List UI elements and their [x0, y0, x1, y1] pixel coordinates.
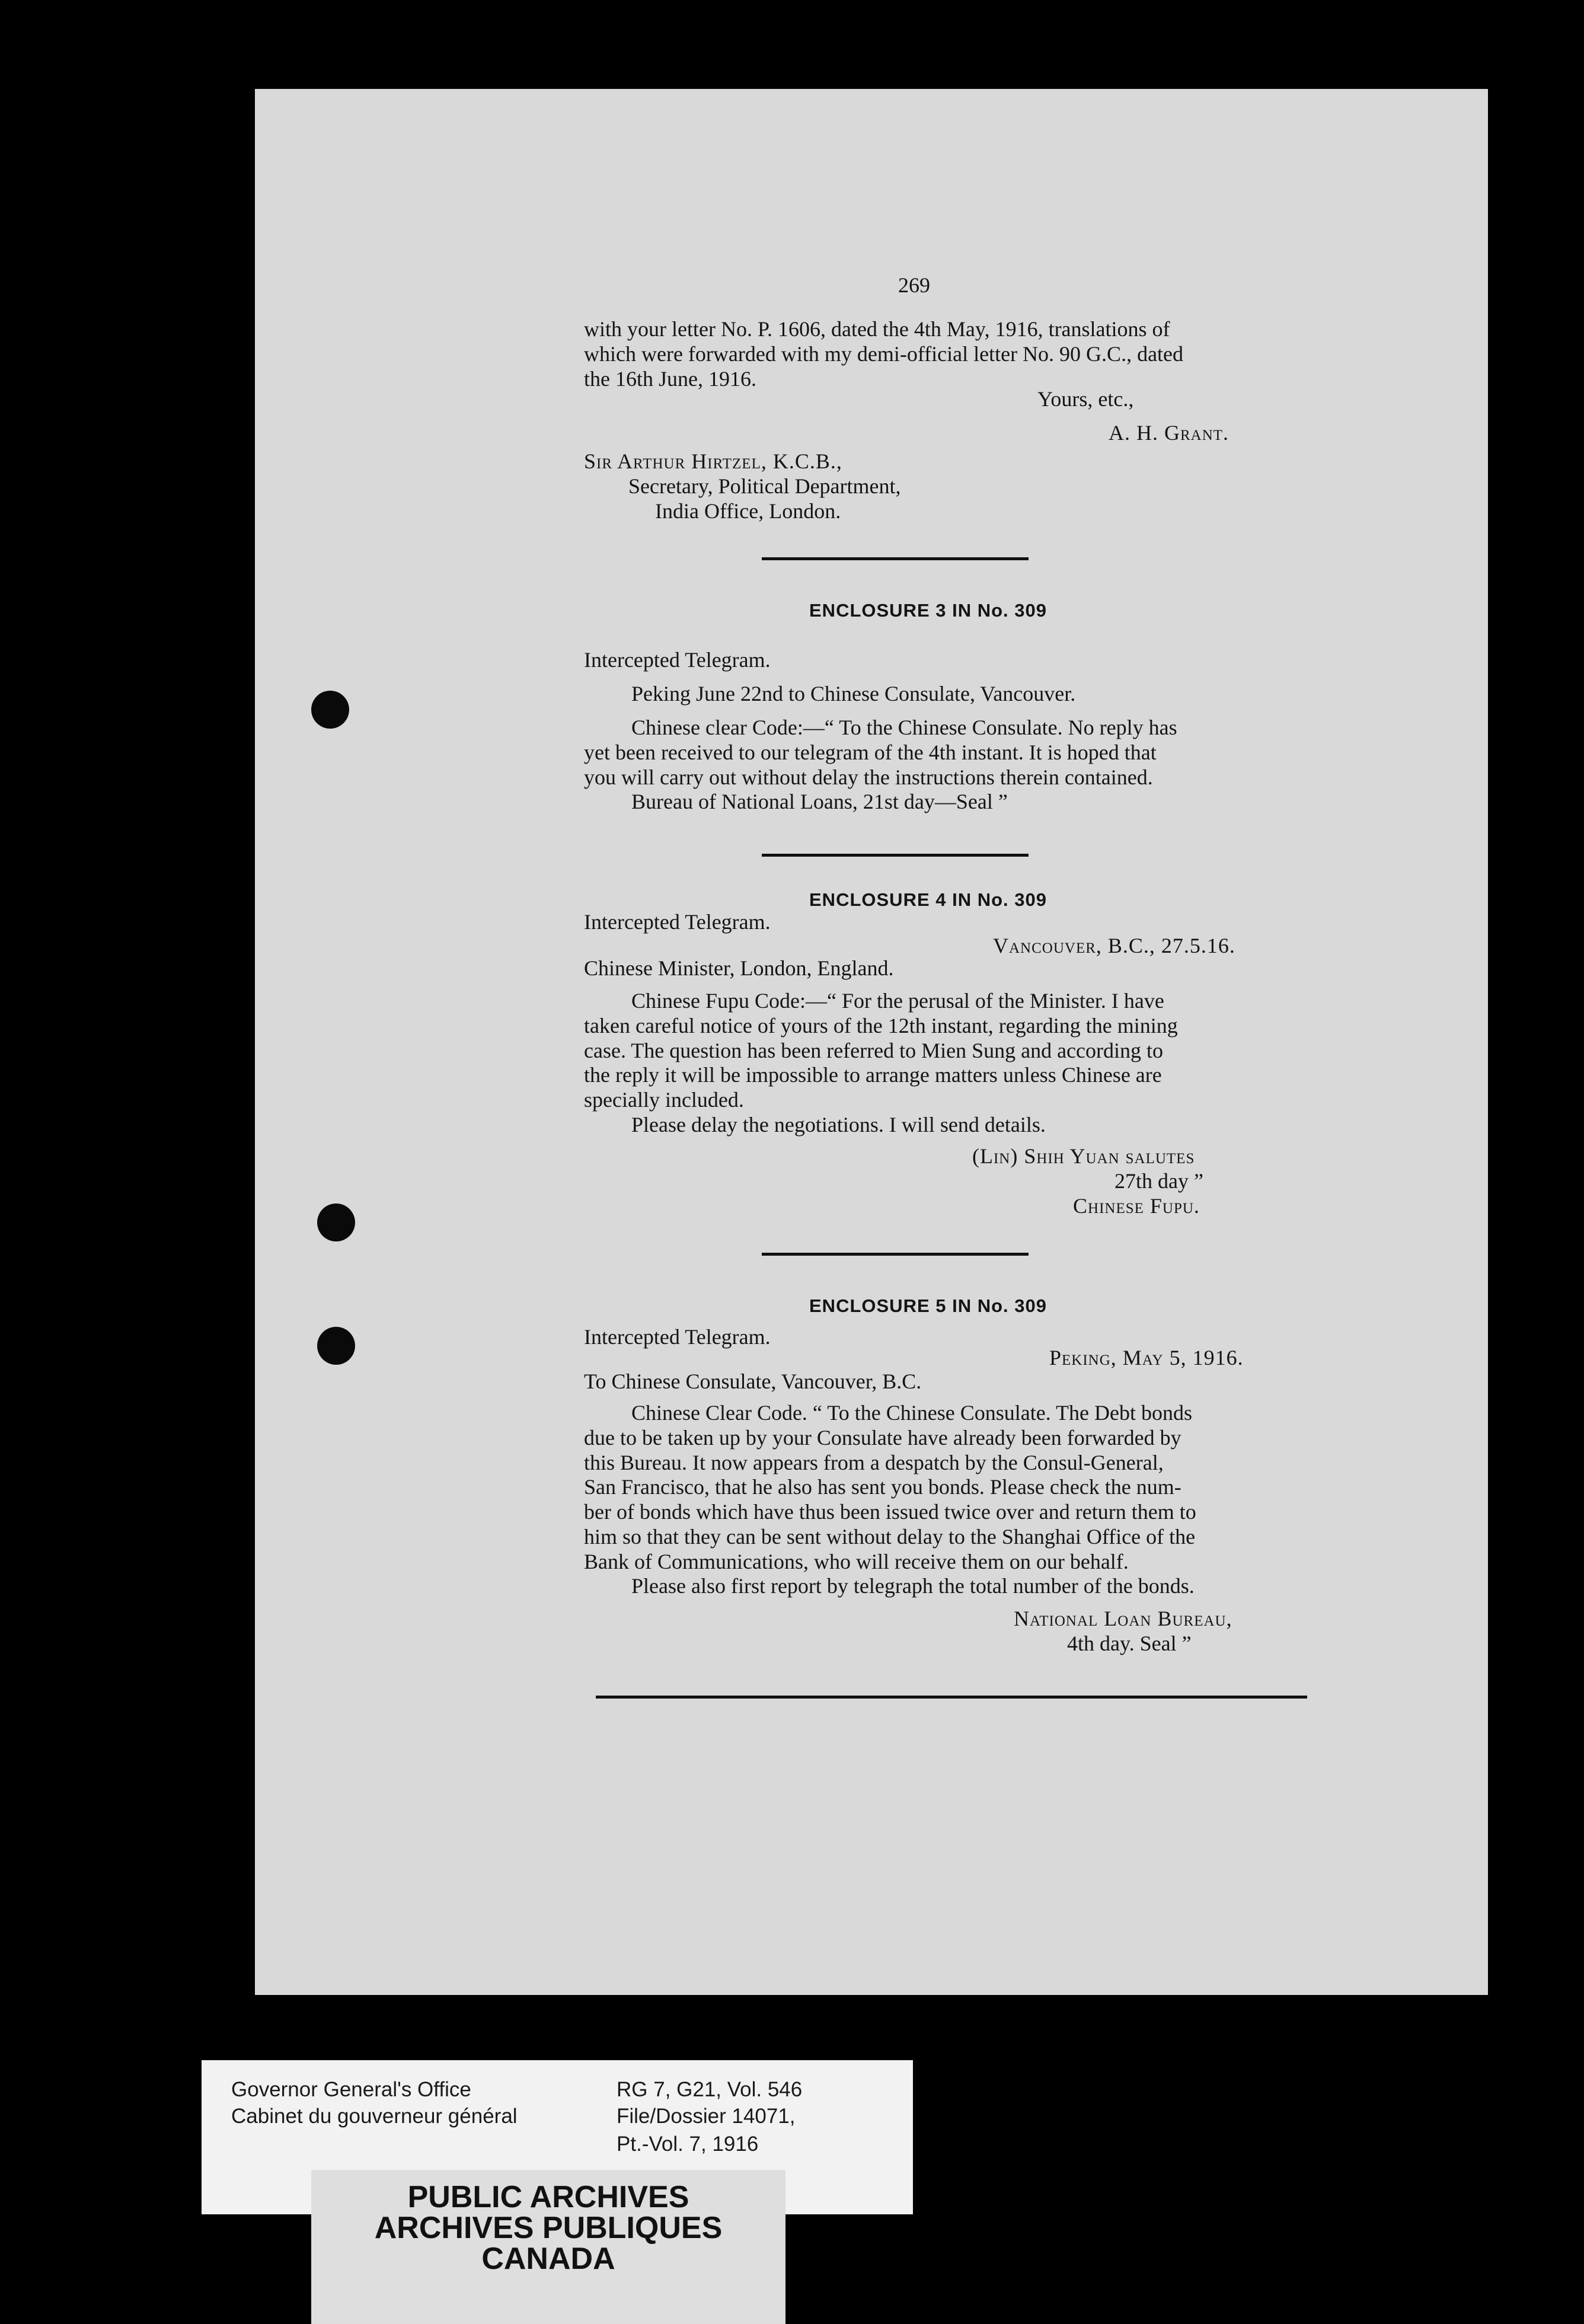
enclosure-5-body [584, 1401, 1313, 1599]
punch-hole [317, 1204, 355, 1241]
enclosure-4-signature [972, 1144, 1203, 1218]
enclosure-3-body [584, 716, 1313, 815]
text-line: case. The question has been referred to Mien Sung and according to [584, 1038, 1164, 1062]
text-line: ber of bonds which have thus been issued twice over and return them to [584, 1500, 1196, 1524]
text-line: yet been received to our telegram of the 4th instant. It is hoped that [584, 740, 1157, 764]
addressee-block [584, 449, 1117, 523]
enclosure-4-body [584, 989, 1313, 1138]
text-line: taken careful notice of yours of the 12th instant, regarding the mining [584, 1013, 1178, 1038]
text-line: specially included. [584, 1088, 744, 1112]
document-page [255, 89, 1488, 1995]
signature-line: (Lin) Shih Yuan salutes [972, 1144, 1195, 1168]
enclosure-5-heading: ENCLOSURE 5 IN No. 309 [809, 1295, 1047, 1316]
signature: A. H. Grant. [1109, 421, 1229, 445]
signature-line: 4th day. Seal ” [1067, 1631, 1192, 1655]
place-date: Peking, May 5, 1916. [1049, 1346, 1244, 1370]
text-line: this Bureau. It now appears from a despatch by the Consul-General, [584, 1450, 1164, 1474]
signature-line: National Loan Bureau, [1014, 1607, 1232, 1630]
telegram-type: Intercepted Telegram. [584, 1325, 771, 1349]
text-line: Chinese clear Code:—“ To the Chinese Consulate. No reply has [631, 716, 1177, 739]
punch-hole [317, 1327, 355, 1365]
stamp-line: CANADA [481, 2242, 615, 2276]
postscript: Please delay the negotiations. I will send details. [631, 1112, 1046, 1137]
text-line: which were forwarded with my demi-official letter No. 90 G.C., dated [584, 341, 1184, 366]
page-number: 269 [898, 273, 930, 297]
place-date: Vancouver, B.C., 27.5.16. [993, 934, 1235, 957]
addressee-title: Secretary, Political Department, [628, 474, 901, 498]
label-reference: RG 7, G21, Vol. 546 [617, 2078, 803, 2101]
label-office-fr: Cabinet du gouverneur général [231, 2105, 518, 2128]
telegram-route: Peking June 22nd to Chinese Consulate, Vancouver. [631, 682, 1076, 706]
text-line: San Francisco, that he also has sent you bonds. Please check the num- [584, 1475, 1181, 1499]
addressee-name: Sir Arthur Hirtzel, K.C.B., [584, 449, 842, 473]
stamp-line: PUBLIC ARCHIVES [407, 2180, 689, 2214]
punch-hole [311, 691, 349, 729]
text-line: Bank of Communications, who will receive them on our behalf. [584, 1549, 1129, 1573]
postscript: Please also first report by telegraph the total number of the bonds. [631, 1574, 1195, 1598]
enclosure-3-heading: ENCLOSURE 3 IN No. 309 [809, 600, 1047, 621]
text-line: the 16th June, 1916. [584, 366, 756, 391]
enclosure-5-signature [1014, 1607, 1232, 1656]
text-line: due to be taken up by your Consulate have already been forwarded by [584, 1425, 1181, 1450]
label-office-en: Governor General's Office [231, 2078, 471, 2101]
text-line: Bureau of National Loans, 21st day—Seal ” [631, 790, 1008, 814]
stamp-line: ARCHIVES PUBLIQUES [374, 2211, 723, 2245]
text-line: the reply it will be impossible to arrange matters unless Chinese are [584, 1063, 1162, 1087]
telegram-type: Intercepted Telegram. [584, 910, 771, 934]
enclosure-4-heading: ENCLOSURE 4 IN No. 309 [809, 889, 1047, 910]
divider [762, 854, 1029, 857]
signature-line: 27th day ” [1114, 1169, 1203, 1193]
text-line: Chinese Fupu Code:—“ For the perusal of the Minister. I have [631, 989, 1164, 1013]
divider [762, 557, 1029, 560]
text-line: you will carry out without delay the instructions therein contained. [584, 765, 1153, 789]
label-volume: Pt.-Vol. 7, 1916 [617, 2133, 759, 2156]
signature-line: Chinese Fupu. [1073, 1193, 1200, 1218]
addressee-office: India Office, London. [655, 499, 841, 523]
telegram-addressee: To Chinese Consulate, Vancouver, B.C. [584, 1370, 922, 1393]
label-file: File/Dossier 14071, [617, 2105, 796, 2128]
closing: Yours, etc., [1037, 387, 1134, 411]
text-line: with your letter No. P. 1606, dated the 4th May, 1916, translations of [584, 317, 1170, 341]
telegram-type: Intercepted Telegram. [584, 648, 771, 672]
opening-paragraph [584, 317, 1313, 391]
telegram-addressee: Chinese Minister, London, England. [584, 956, 894, 980]
text-line: Chinese Clear Code. “ To the Chinese Consulate. The Debt bonds [631, 1401, 1192, 1425]
divider [762, 1253, 1029, 1256]
text-line: him so that they can be sent without delay to the Shanghai Office of the [584, 1524, 1196, 1549]
archives-stamp [311, 2170, 785, 2324]
closing-rule [596, 1696, 1307, 1699]
